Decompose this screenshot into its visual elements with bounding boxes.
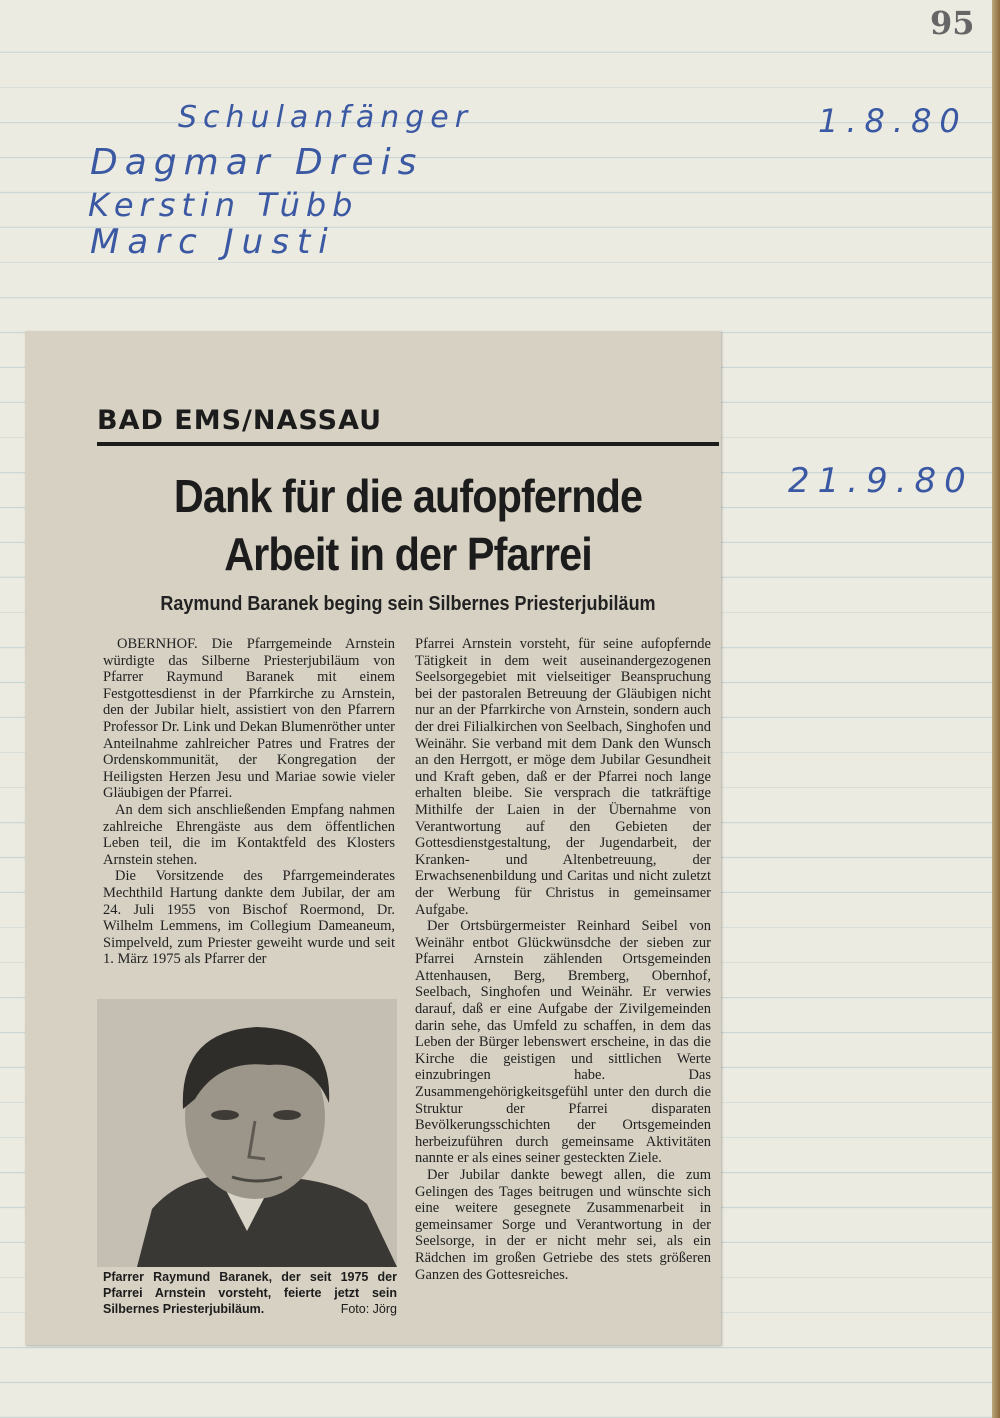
article-column-right [415, 636, 711, 1283]
newspaper-clipping [25, 331, 721, 1345]
article-paragraph: An dem sich anschließenden Empfang nahmen zahlreiche Ehrengäste aus dem öffentlichen Leben teil, die im Kontaktfeld des Klosters Arnstein stehen. [103, 801, 395, 868]
subheadline: Raymund Baranek beging sein Silbernes Priesterjubiläum [160, 593, 656, 615]
section-rule [97, 442, 719, 446]
photo-credit: Foto: Jörg [340, 1302, 397, 1316]
article-column-left [103, 636, 395, 968]
photo-caption [103, 1269, 397, 1317]
article-paragraph: Die Vorsitzende des Pfarrgemeinderates Mechthild Hartung dankte dem Jubilar, der am 24. Juli 1955 von Bischof Roermond, Dr. Wilhelm Lemmens, im Collegium Dameaneum, Simpelveld, zum Priester geweiht wurde und seit 1. März 1975 als Pfarrer der [103, 868, 395, 968]
portrait-photo [97, 999, 397, 1267]
article-paragraph: OBERNHOF. Die Pfarrgemeinde Arnstein würdigte das Silberne Priesterjubiläum von Pfarrer Raymund Baranek mit einem Festgottesdienst in der Pfarrkirche zu Arnstein, den der Jubilar hielt, assistiert von den Pfarrern Professor Dr. Link und Dekan Blumenröther unter Anteilnahme zahlreicher Patres und Fratres der Ordenskommunität, der Kongregation der Heiligsten Herzen Jesu und Mariae sowie vieler Gläubigen der Pfarrei. [103, 636, 395, 802]
headline-line-2: Arbeit in der Pfarrei [224, 528, 592, 580]
handwritten-name-1: Dagmar Dreis [90, 142, 424, 183]
article-paragraph: Der Jubilar dankte bewegt allen, die zum Gelingen des Tages beitrugen und wünschte sich eine weitere gesegnete Zusammenarbeit in gemeinsamer Sorge und Verantwortung in der Seelsorge, in der er nicht mehr sei, als ein Rädchen im großen Getriebe des stets größeren Ganzen des Gottesreiches. [415, 1167, 711, 1283]
handwritten-date-clipping: 21.9.80 [788, 461, 974, 501]
handwritten-name-3: Marc Justi [90, 222, 336, 262]
caption-text: Pfarrer Raymund Baranek, der seit 1975 der Pfarrei Arnstein vorsteht, feierte jetzt sein Silbernes Priesterjubiläum. [103, 1270, 397, 1316]
handwritten-name-2: Kerstin Tübb [88, 186, 359, 224]
section-heading: BAD EMS/NASSAU [97, 405, 383, 436]
headline-line-1: Dank für die aufopfernde [173, 470, 643, 522]
handwritten-date-top: 1.8.80 [818, 102, 968, 140]
book-edge [992, 0, 1000, 1418]
article-paragraph: Der Ortsbürgermeister Reinhard Seibel von Weinähr entbot Glückwünsdche der sieben zur Pfarrei Arnstein zählenden Ortsgemeinden Attenhausen, Berg, Bremberg, Obernhof, Seelbach, Singhofen und Weinähr. Er verwies darauf, daß er eine Aufgabe der Zivilgemeinden darin sehe, das Umfeld zu schaffen, in dem das Leben der Bürger lebenswert erscheine, in das die Kirche die geistigen und sittlichen Werte einzubringen habe. Das Zusammengehörigkeitsgefühl unter den durch die Struktur der Pfarrei disparaten Bevölkerungsschichten der Ortsgemeinden herbeizuführen durch gemeinsame Aktivitäten nannte er als eines seiner gesteckten Ziele. [415, 918, 711, 1167]
portrait-illustration [97, 999, 397, 1267]
headline [128, 467, 688, 583]
article-paragraph: Pfarrei Arnstein vorsteht, für seine aufopfernde Tätigkeit in dem weit auseinandergezogenen Seelsorgegebiet mit vielseitiger Beanspruchung bei der pastoralen Betreuung der Gläubigen nicht nur an der Pfarrkirche von Arnstein, sondern auch der drei Filialkirchen von Seelbach, Singhofen und Weinähr. Sie verband mit dem Dank den Wunsch an den Herrgott, er möge dem Jubilar Gesundheit und Kraft geben, daß er der Pfarrei noch lange erhalten bleibe. Sie versprach die tatkräftige Mithilfe der Laien in der Übernahme von Verantwortung auf den Gebieten der Gottesdienstgestaltung, der Jugendarbeit, der Kranken- und Altenbetreuung, der Erwachsenenbildung und Caritas und nicht zuletzt der Werbung für Christus in gemeinsamer Aufgabe. [415, 636, 711, 918]
page-number: 95 [930, 4, 975, 42]
handwritten-heading: Schulanfänger [178, 100, 474, 135]
